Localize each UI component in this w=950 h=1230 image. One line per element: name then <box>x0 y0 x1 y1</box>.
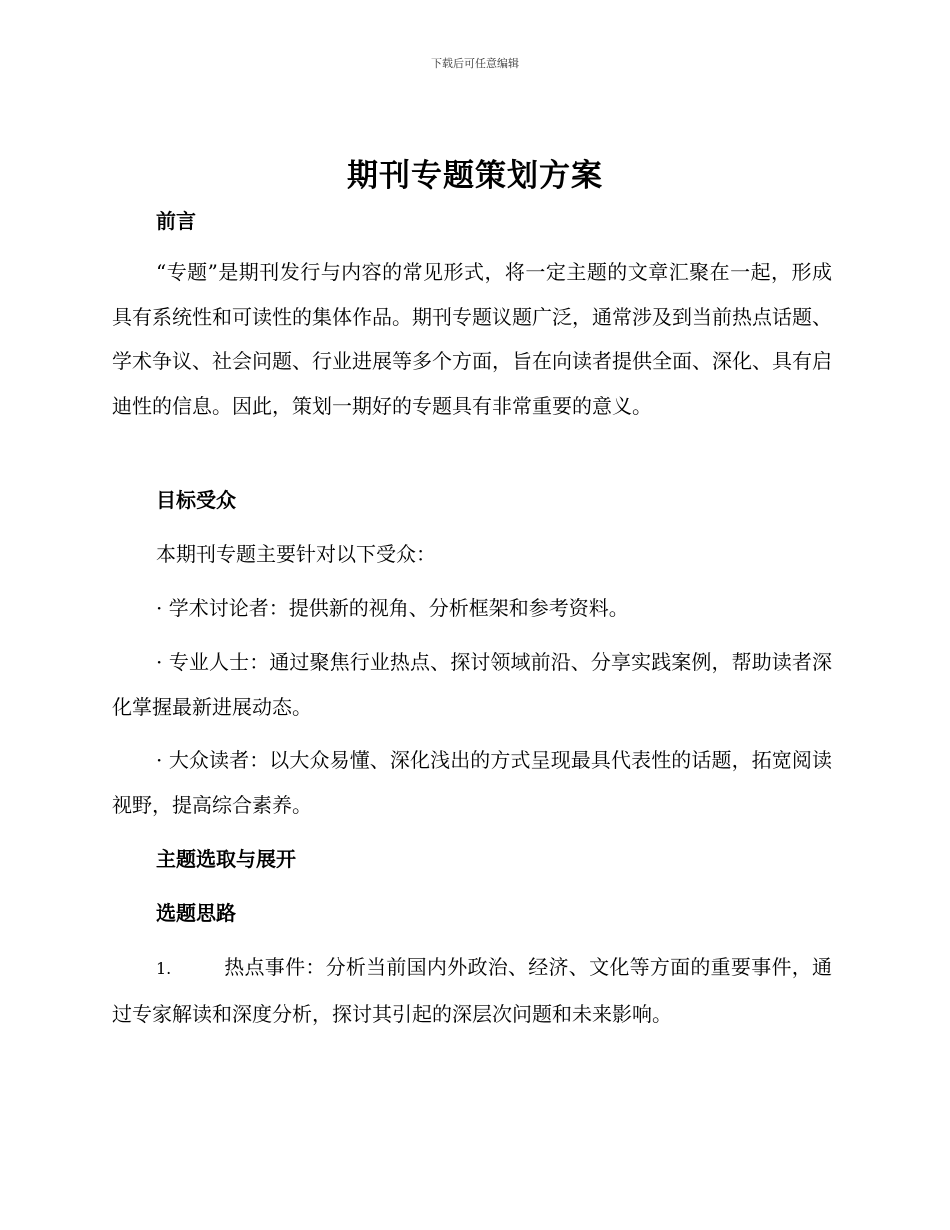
audience-item-public: · 大众读者：以大众易懂、深化浅出的方式呈现最具代表性的话题，拓宽阅读视野，提高综合素养。 <box>112 748 832 817</box>
idea-item <box>112 945 832 1036</box>
idea-heading: 选题思路 <box>156 901 236 925</box>
preface-heading: 前言 <box>156 209 196 233</box>
idea-item-number: 1. <box>156 959 172 978</box>
audience-intro: 本期刊专题主要针对以下受众： <box>156 542 436 566</box>
idea-item-text: 热点事件：分析当前国内外政治、经济、文化等方面的重要事件，通过专家解读和深度分析，探讨其引起的深层次问题和未来影响。 <box>112 955 832 1026</box>
topic-heading: 主题选取与展开 <box>156 847 296 871</box>
audience-item-academic: · 学术讨论者：提供新的视角、分析框架和参考资料。 <box>156 596 629 620</box>
document-title: 期刊专题策划方案 <box>347 158 603 194</box>
header-note: 下载后可任意编辑 <box>431 57 519 70</box>
audience-item-professional: · 专业人士：通过聚焦行业热点、探讨领域前沿、分享实践案例，帮助读者深化掌握最新进展动态。 <box>112 650 832 719</box>
preface-paragraph: “专题”是期刊发行与内容的常见形式，将一定主题的文章汇聚在一起，形成具有系统性和可读性的集体作品。期刊专题议题广泛，通常涉及到当前热点话题、学术争议、社会问题、行业进展等多个方面，旨在向读者提供全面、深化、具有启迪性的信息。因此，策划一期好的专题具有非常重要的意义。 <box>112 260 832 418</box>
audience-heading: 目标受众 <box>156 488 236 512</box>
